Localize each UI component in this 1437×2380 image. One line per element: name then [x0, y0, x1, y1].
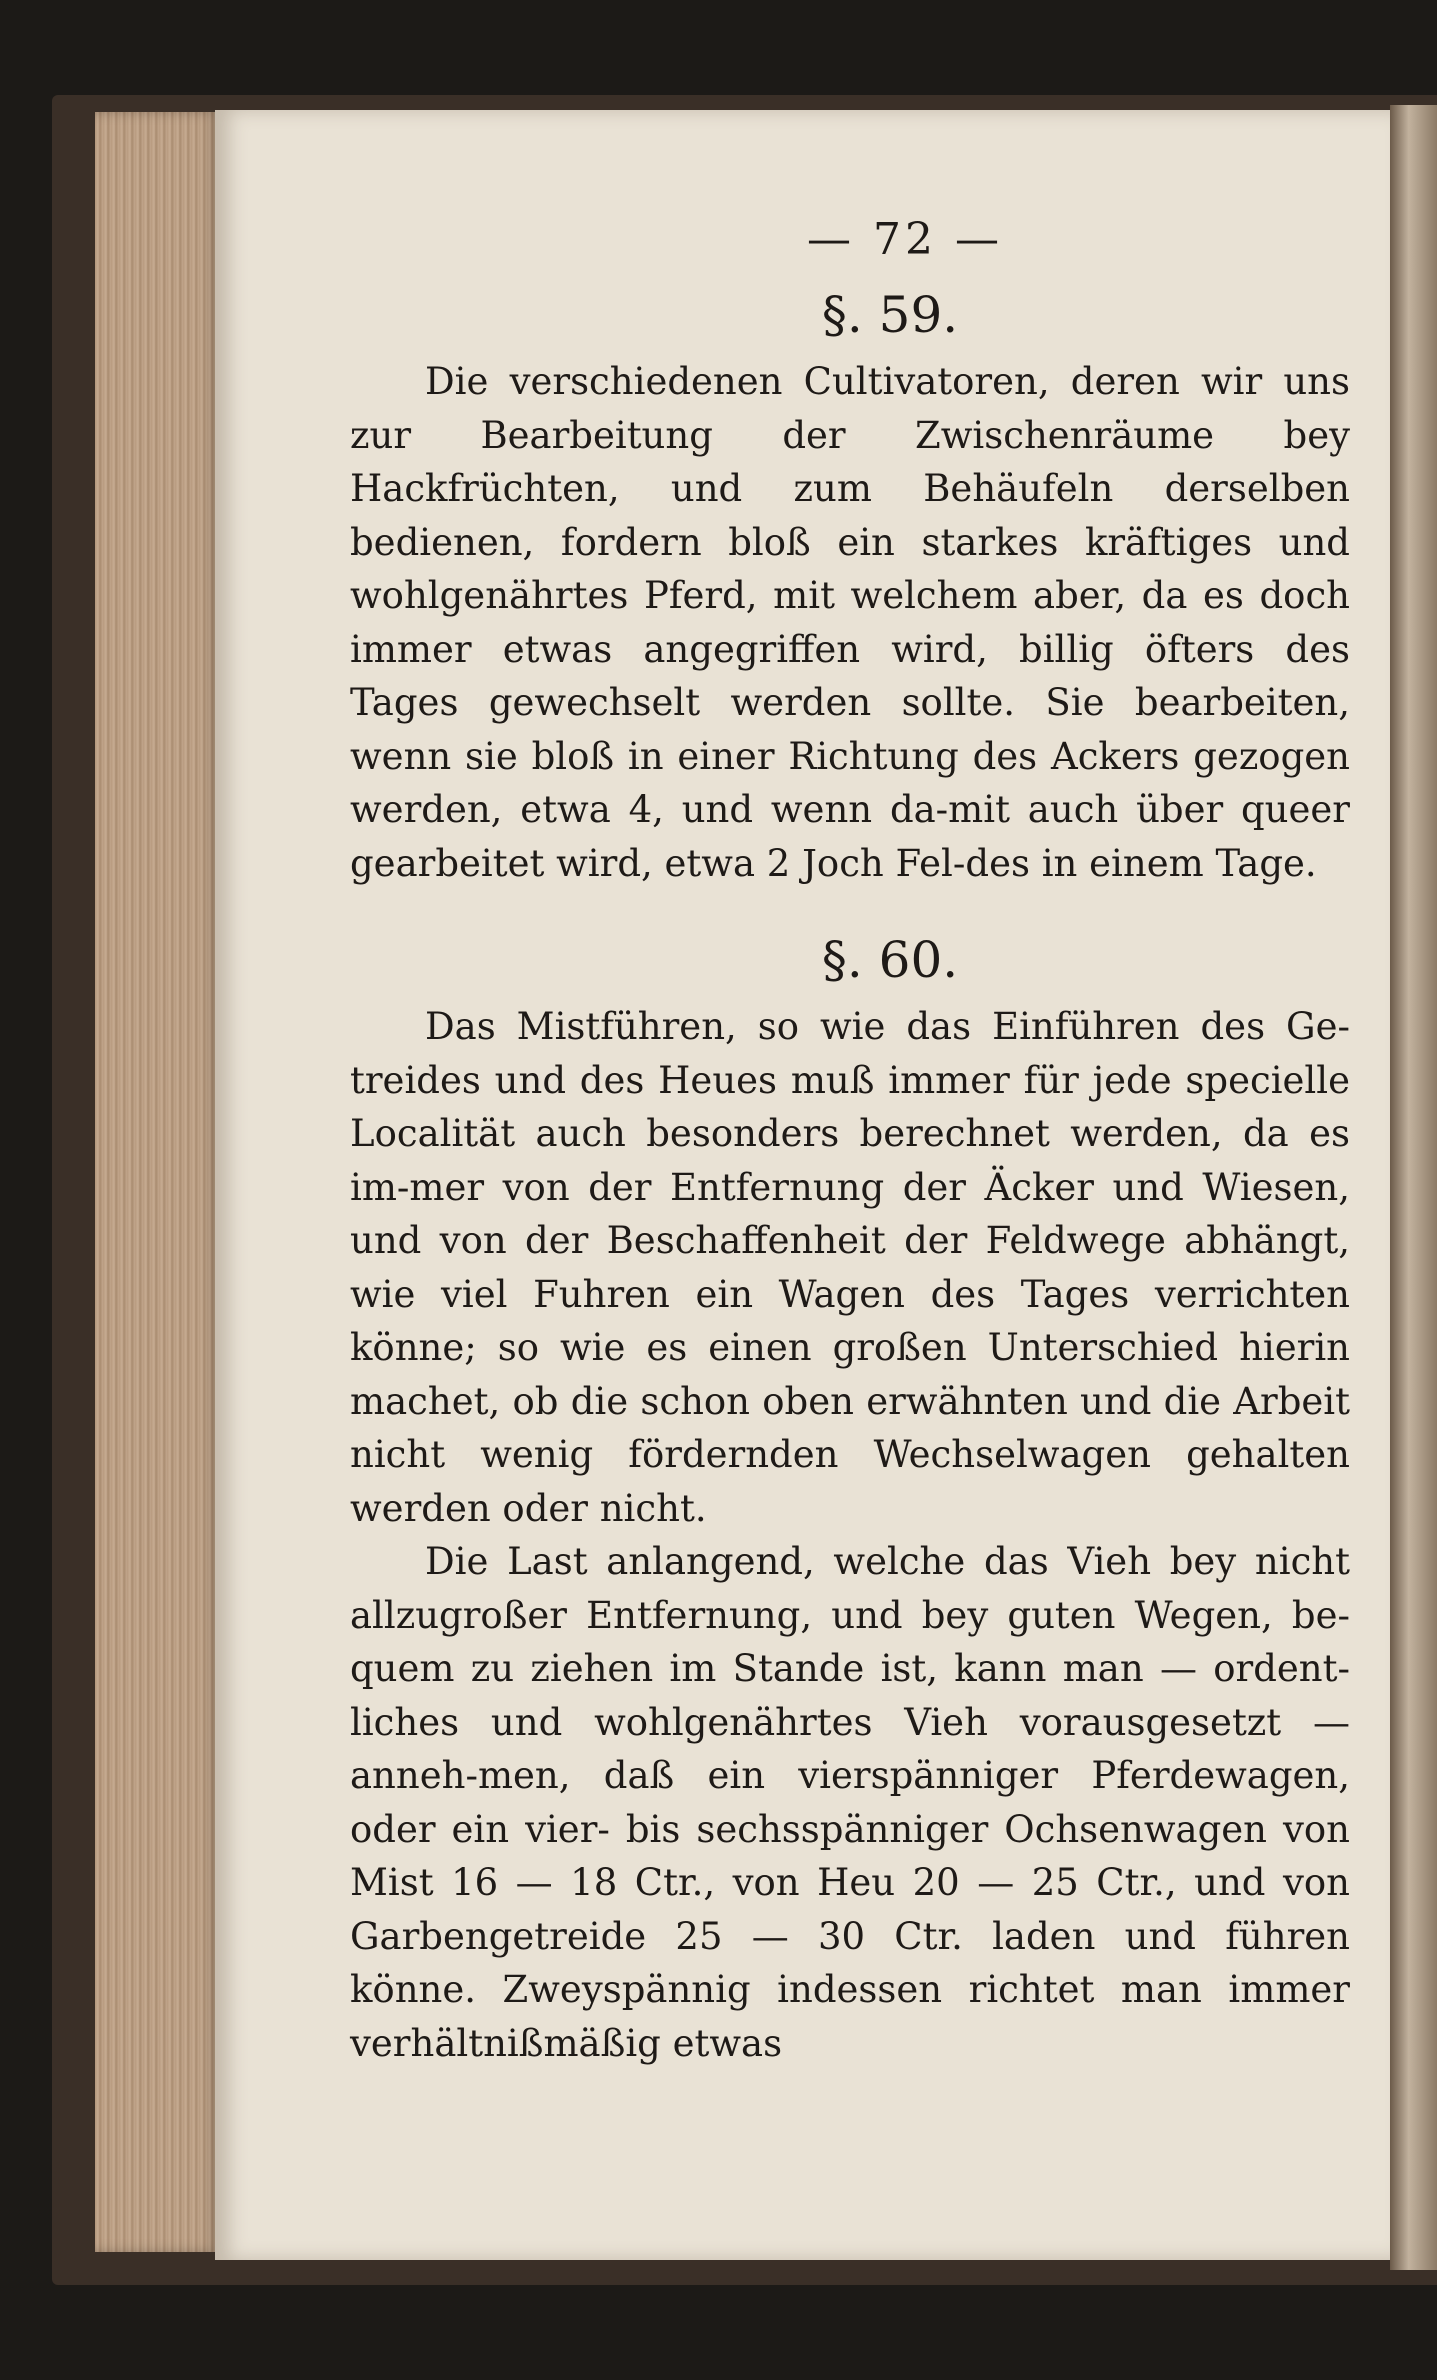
paragraph: Die Last anlangend, welche das Vieh bey nicht allzugroßer Entfernung, und bey guten Wegen, be-quem zu ziehen im Stande ist, kann man — ordent-liches und wohlgenährtes Vieh vorausgesetzt — anneh-men, daß ein vierspänniger Pferdewagen, oder ein vier- bis sechsspänniger Ochsenwagen von Mist 16 — 18 Ctr., von Heu 20 — 25 Ctr., und von Garbengetreide 25 — 30 Ctr. laden und führen könne. Zweyspännig indessen richtet man immer verhältnißmäßig etwas — [350, 1540, 1350, 2065]
page-edges — [95, 112, 220, 2252]
section-heading: §. 60. — [821, 931, 959, 989]
paragraph: Die verschiedenen Cultivatoren, deren wir uns zur Bearbeitung der Zwischenräume bey Hackfrüchten, und zum Behäufeln derselben bedienen, fordern bloß ein starkes kräftiges und wohlgenährtes Pferd, mit welchem aber, da es doch immer etwas angegriffen wird, billig öfters des Tages gewechselt werden sollte. Sie bearbeiten, wenn sie bloß in einer Richtung des Ackers gezogen werden, etwa 4, und wenn da-mit auch über queer gearbeitet wird, etwa 2 Joch Fel-des in einem Tage. — [350, 360, 1350, 885]
section-heading: §. 59. — [821, 286, 959, 344]
page-text — [350, 205, 1350, 2070]
paragraph: Das Mistführen, so wie das Einführen des Ge-treides und des Heues muß immer für jede specielle Localität auch besonders berechnet werden, da es im-mer von der Entfernung der Äcker und Wiesen, und von der Beschaffenheit der Feldwege abhängt, wie viel Fuhren ein Wagen des Tages verrichten könne; so wie es einen großen Unterschied hierin machet, ob die schon oben erwähnten und die Arbeit nicht wenig fördernden Wechselwagen gehalten werden oder nicht. — [350, 1005, 1350, 1530]
book-spine-edge — [1390, 105, 1437, 2270]
page-number: — 72 — — [807, 214, 1003, 265]
